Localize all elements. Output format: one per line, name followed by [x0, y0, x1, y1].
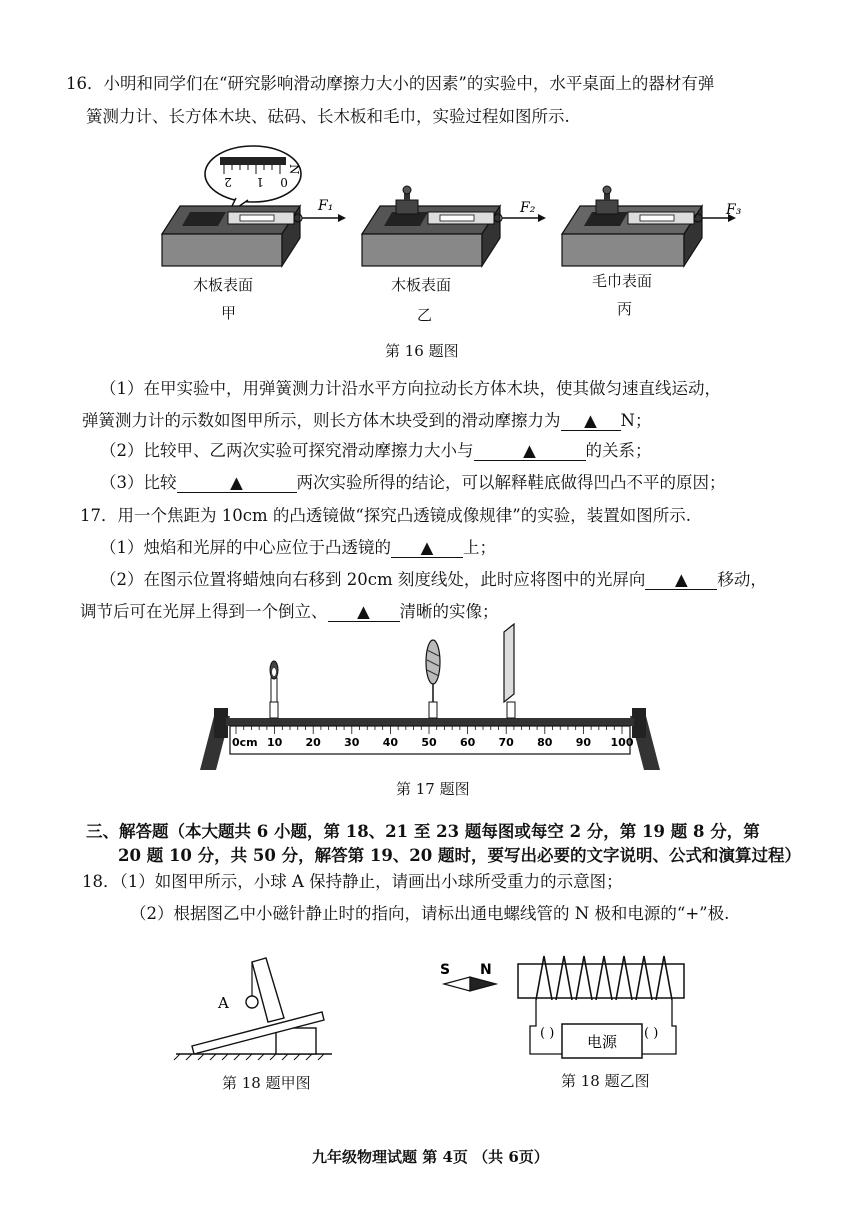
force-label-f2: F₂ [520, 200, 536, 216]
ruler-tick-label: 90 [575, 736, 592, 749]
answer-blank[interactable]: ▲ [328, 603, 400, 622]
section3-heading-line2: 20 题 10 分，共 50 分，解答第 19、20 题时，要写出必要的文字说明、公式和演算过程） [118, 846, 802, 865]
panel-label-bing: 丙 [617, 300, 633, 318]
panel-label-yi: 乙 [417, 306, 433, 324]
compass-needle [444, 977, 496, 991]
stand-post [252, 958, 284, 1022]
q17-part2-line2: 调节后可在光屏上得到一个倒立、 ▲ 清晰的实像； [80, 602, 499, 621]
support-block [276, 1028, 316, 1054]
panel-jia-apparatus [162, 206, 346, 266]
ruler-tick-label: 50 [421, 736, 437, 749]
spring-scale-magnified [205, 146, 301, 214]
q17-stem: 17．用一个焦距为 10cm 的凸透镜做“探究凸透镜成像规律”的实验，装置如图所示. [80, 506, 691, 525]
ruler-tick-label: 80 [537, 736, 553, 749]
q18-figure-jia [172, 950, 372, 1070]
scale-num-2: 2 [224, 175, 232, 189]
ruler-tick-label: 60 [459, 736, 476, 749]
q18-part2: （2）根据图乙中小磁针静止时的指向，请标出通电螺线管的 N 极和电源的“+”极. [130, 904, 730, 923]
scale-unit: N [287, 164, 301, 175]
left-terminal-paren[interactable]: ( ) [540, 1026, 555, 1041]
optical-bench-rail [226, 718, 634, 726]
q16-stem-line2: 簧测力计、长方体木块、砝码、长木板和毛巾，实验过程如图所示. [86, 107, 570, 126]
ruler-tick-label: 70 [498, 736, 514, 749]
ball-label: A [218, 994, 229, 1012]
figure-18b-caption: 第 18 题乙图 [561, 1072, 650, 1090]
figure-16-caption: 第 16 题图 [385, 342, 459, 360]
scale-num-1: 1 [256, 175, 264, 189]
answer-blank[interactable]: ▲ [177, 474, 297, 493]
scale-num-0: 0 [280, 175, 288, 189]
q16-part1-line1: （1）在甲实验中，用弹簧测力计沿水平方向拉动长方体木块，使其做匀速直线运动， [100, 379, 721, 398]
force-label-f1: F₁ [318, 198, 334, 214]
answer-blank[interactable]: ▲ [391, 539, 463, 558]
ruler-tick-label: 10 [266, 736, 283, 749]
ruler-tick-label: 30 [344, 736, 360, 749]
surface-label-jia: 木板表面 [193, 276, 254, 294]
ruler-tick-label: 20 [305, 736, 321, 749]
q16-part3: （3）比较 ▲ 两次实验所得的结论，可以解释鞋底做得凹凸不平的原因； [100, 473, 726, 492]
q18-part1: 18．（1）如图甲所示，小球 A 保持静止，请画出小球所受重力的示意图； [82, 872, 623, 891]
ruler-tick-label: 40 [382, 736, 399, 749]
surface-label-bing: 毛巾表面 [592, 272, 653, 290]
q18-figure-yi [436, 944, 736, 1064]
panel-yi-apparatus [362, 186, 546, 266]
figure-18a-caption: 第 18 题甲图 [222, 1074, 311, 1092]
q16-stem-line1: 16．小明和同学们在“研究影响滑动摩擦力大小的因素”的实验中，水平桌面上的器材有弹 [66, 74, 715, 93]
page-footer: 九年级物理试题 第 4页 （共 6页） [312, 1148, 549, 1166]
q16-part2: （2）比较甲、乙两次实验可探究滑动摩擦力大小与 ▲ 的关系； [100, 441, 652, 460]
right-terminal-paren[interactable]: ( ) [644, 1026, 659, 1041]
surface-label-yi: 木板表面 [391, 276, 452, 294]
power-label: 电源 [586, 1033, 618, 1051]
candle [270, 661, 278, 718]
q17-part2-line1: （2）在图示位置将蜡烛向右移到 20cm 刻度线处，此时应将图中的光屏向 ▲ 移动， [100, 570, 767, 589]
q17-figure [0, 620, 860, 780]
answer-blank[interactable]: ▲ [645, 571, 717, 590]
light-screen [504, 624, 515, 718]
ruler-tick-label: 0cm [232, 736, 258, 749]
ball-a [246, 996, 258, 1008]
ruler-tick-label: 100 [610, 736, 634, 749]
answer-blank[interactable]: ▲ [474, 442, 586, 461]
q16-part1-line2: 弹簧测力计的示数如图甲所示，则长方体木块受到的滑动摩擦力为 ▲ N； [82, 411, 652, 430]
panel-bing-apparatus [562, 186, 736, 266]
q17-part1: （1）烛焰和光屏的中心应位于凸透镜的 ▲ 上； [100, 538, 496, 557]
panel-label-jia: 甲 [221, 304, 237, 322]
needle-s-label: S [440, 962, 451, 978]
section3-heading-line1: 三、解答题（本大题共 6 小题，第 18、21 至 23 题每图或每空 2 分，第 19 题 8 分，第 [86, 822, 760, 841]
figure-17-caption: 第 17 题图 [396, 780, 470, 798]
q16-figure [0, 138, 860, 358]
force-label-f3: F₃ [726, 202, 742, 218]
needle-n-label: N [480, 962, 492, 978]
answer-blank[interactable]: ▲ [561, 412, 621, 431]
convex-lens [426, 640, 440, 718]
